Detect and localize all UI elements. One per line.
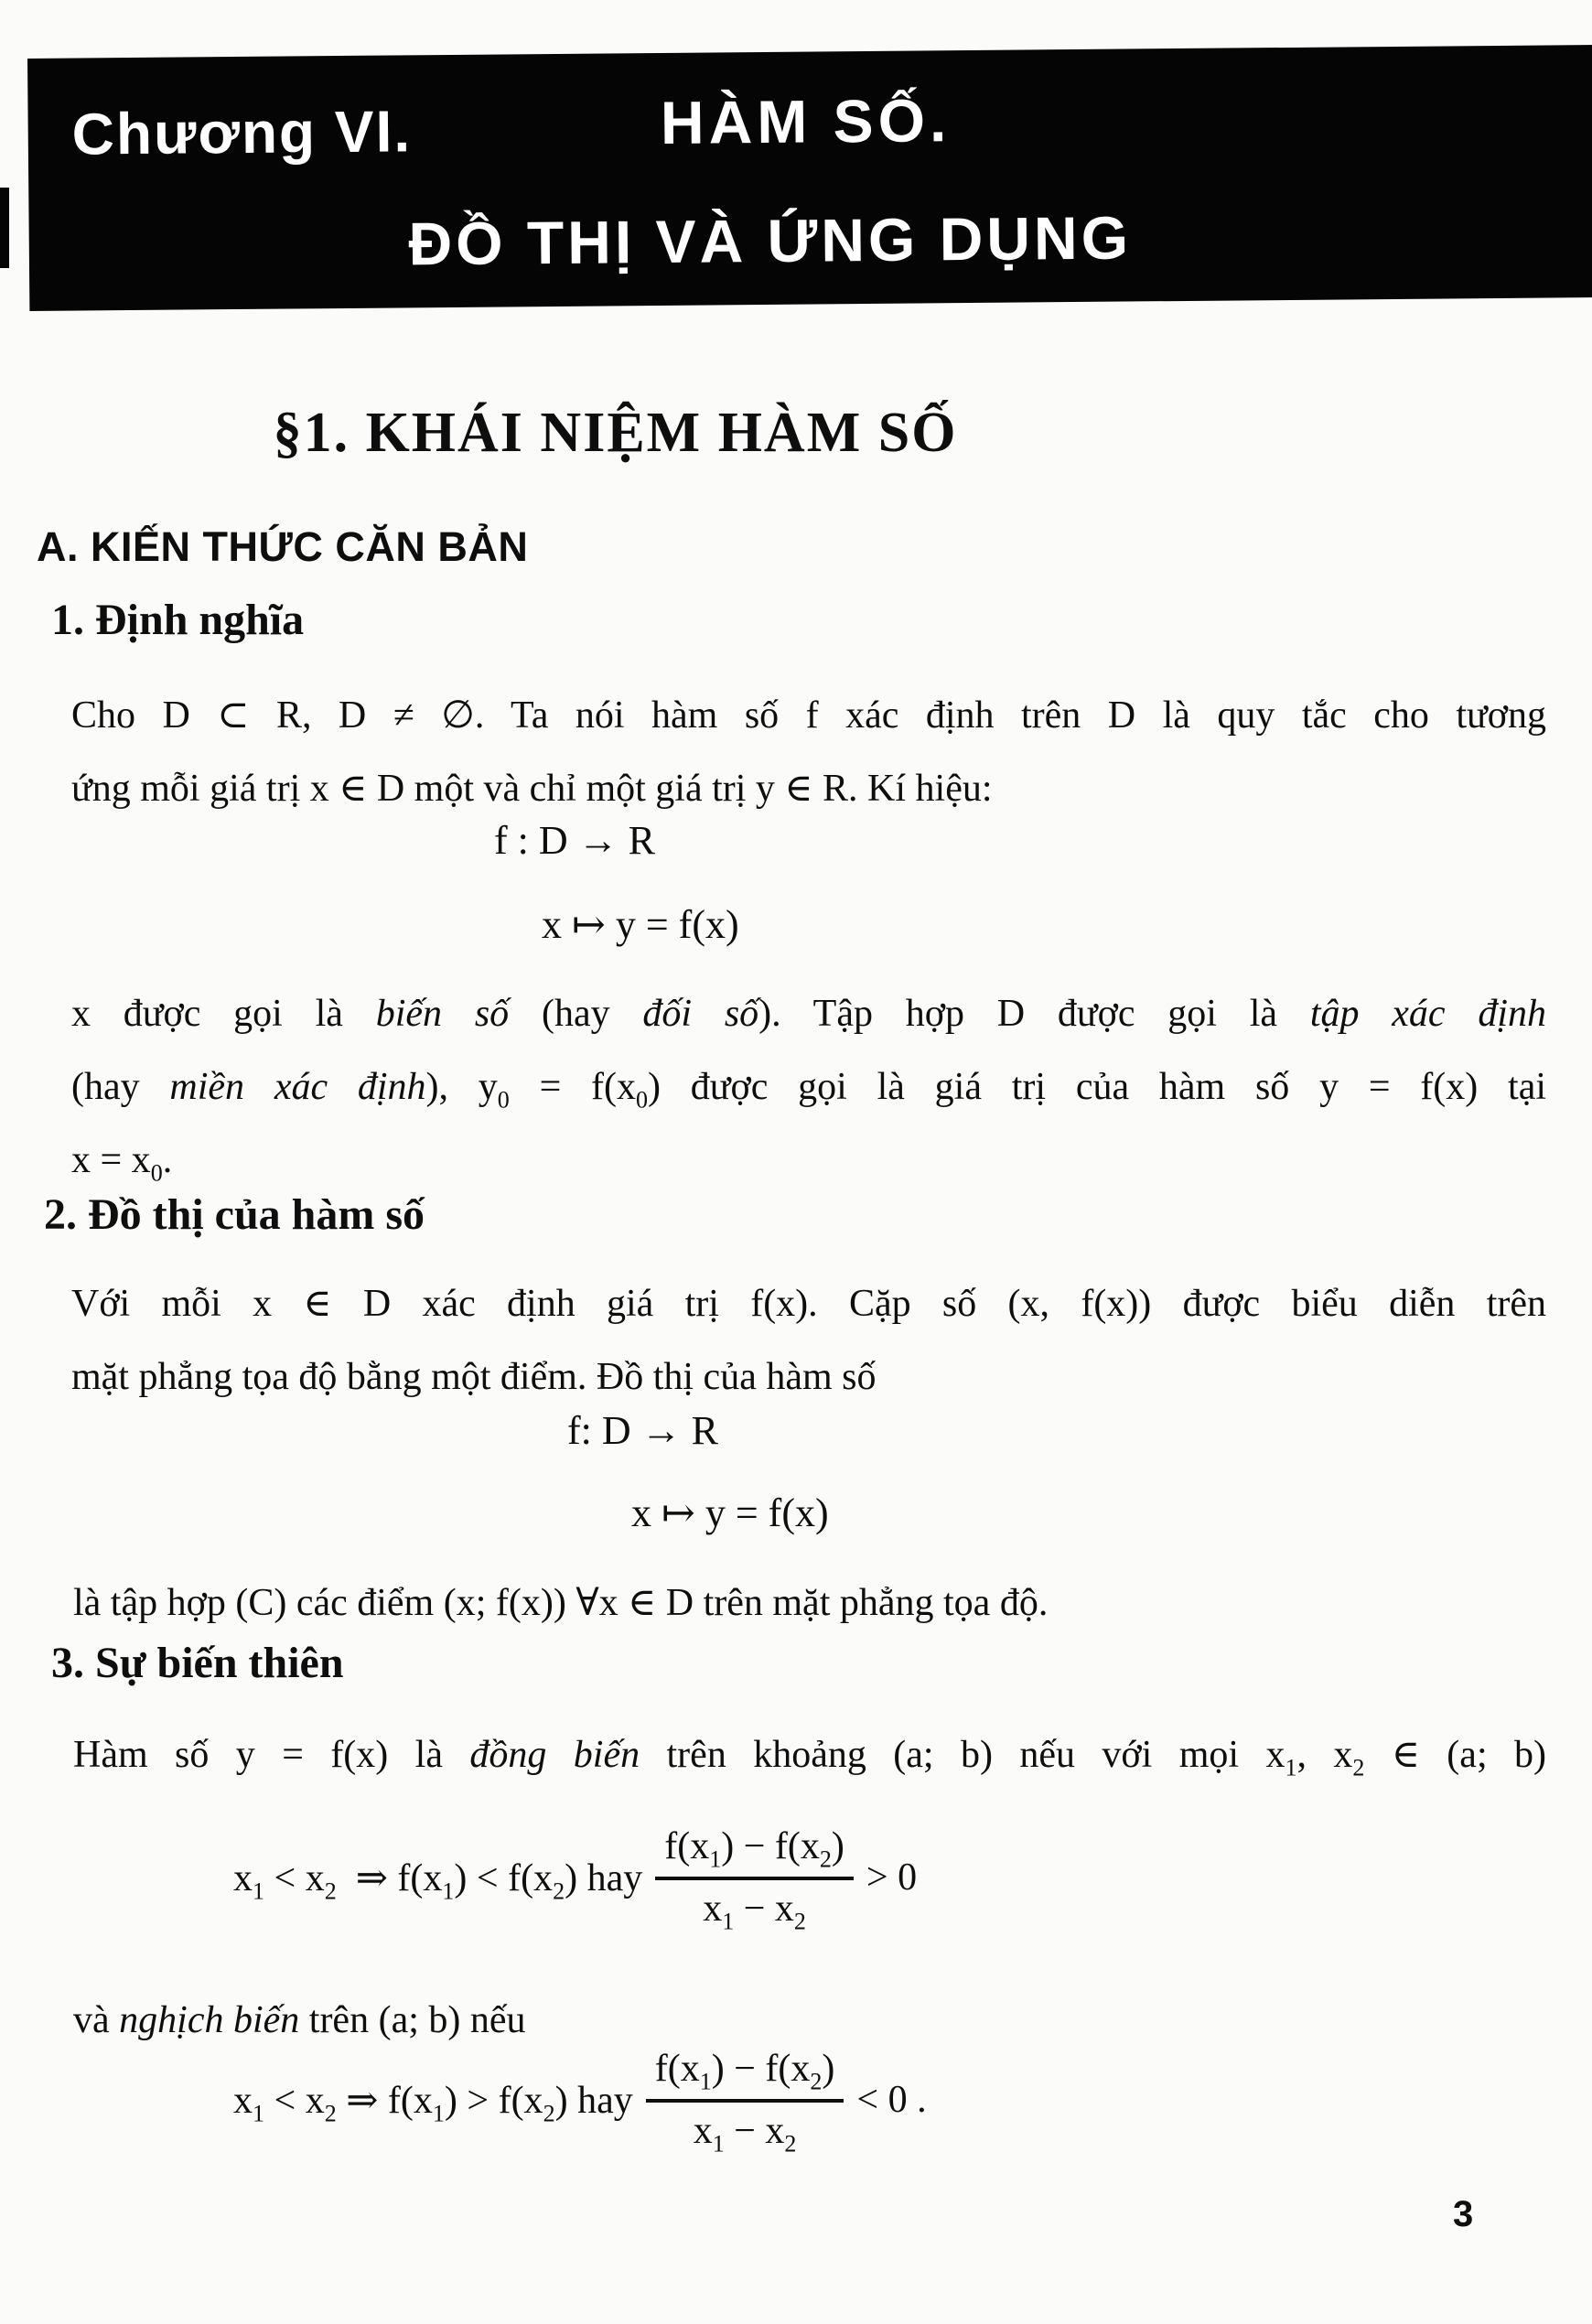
definition-mapping-line-2: x ↦ y = f(x)	[542, 902, 739, 947]
banner-title-line2: ĐỒ THỊ VÀ ỨNG DỤNG	[408, 203, 1133, 278]
graph-intro-paragraph	[71, 1267, 1546, 1414]
decreasing-fraction-denominator: $x_1 - x_2$	[693, 2110, 797, 2157]
graph-set-paragraph	[73, 1566, 1548, 1640]
definition-naming-line-1: x được gọi là biến số (hay đối số). Tập hợp D được gọi là tập xác định	[71, 993, 1546, 1035]
definition-intro-paragraph	[71, 679, 1546, 825]
page-number: 3	[1453, 2194, 1474, 2234]
heading-graph: 2. Đồ thị của hàm số	[44, 1190, 425, 1239]
heading-knowledge: A. KIẾN THỨC CĂN BẢN	[37, 523, 529, 570]
increasing-fraction	[655, 1825, 854, 1935]
scan-artifact	[0, 188, 9, 268]
decreasing-formula-post: < 0 .	[856, 2079, 927, 2122]
definition-naming-paragraph	[71, 977, 1546, 1197]
chapter-label: Chương VI.	[71, 98, 413, 167]
heading-variation: 3. Sự biến thiên	[51, 1639, 344, 1687]
definition-intro-line-2: ứng mỗi giá trị x ∈ D một và chỉ một giá trị y ∈ R. Kí hiệu:	[71, 768, 993, 810]
definition-mapping-line-1: f : D → R	[494, 818, 655, 863]
variation-intro-paragraph	[73, 1718, 1546, 1791]
heading-definition: 1. Định nghĩa	[51, 596, 305, 644]
variation-intro-line: Hàm số y = f(x) là đồng biến trên khoảng (a; b) nếu với mọi $x_1$, $x_2$ ∈ (a; b)	[73, 1734, 1547, 1781]
graph-intro-line-2: mặt phẳng tọa độ bằng một điểm. Đồ thị của hàm số	[71, 1356, 877, 1398]
decreasing-intro-paragraph	[73, 1984, 1546, 2057]
graph-mapping-line-2: x ↦ y = f(x)	[631, 1490, 829, 1535]
increasing-formula-post: > 0	[866, 1856, 918, 1899]
decreasing-intro-line: và nghịch biến trên (a; b) nếu	[73, 1999, 526, 2041]
decreasing-fraction	[646, 2048, 844, 2157]
increasing-formula-pre: $x_1 < x_2$ ⇒ $f(x_1) < f(x_2)$ hay	[233, 1857, 643, 1905]
decreasing-fraction-numerator: $f(x_1) - f(x_2)$	[646, 2048, 844, 2103]
graph-intro-line-1: Với mỗi x ∈ D xác định giá trị f(x). Cặp số (x, f(x)) được biểu diễn trên	[71, 1283, 1546, 1325]
graph-set-line: là tập hợp (C) các điểm (x; f(x)) ∀x ∈ D trên mặt phẳng tọa độ.	[73, 1582, 1049, 1624]
definition-intro-line-1: Cho D ⊂ R, D ≠ ∅. Ta nói hàm số f xác định trên D là quy tắc cho tương	[71, 694, 1546, 737]
section-title: §1. KHÁI NIỆM HÀM SỐ	[273, 402, 958, 464]
graph-mapping-line-1: f: D → R	[567, 1408, 718, 1453]
banner-title-line1: HÀM SỐ.	[660, 86, 952, 156]
banner-row-2	[28, 173, 1592, 296]
definition-naming-line-2: (hay miền xác định), $y_0 = f(x_0)$ được gọi là giá trị của hàm số y = f(x) tại	[71, 1066, 1546, 1114]
increasing-fraction-denominator: $x_1 - x_2$	[703, 1888, 806, 1935]
decreasing-formula	[233, 2048, 927, 2157]
definition-naming-line-3: $x = x_0$.	[71, 1139, 173, 1187]
decreasing-formula-pre: $x_1 < x_2$ ⇒ $f(x_1) > f(x_2)$ hay	[233, 2080, 633, 2127]
increasing-formula	[233, 1825, 918, 1935]
banner-row-1	[27, 45, 1592, 187]
chapter-banner	[27, 45, 1592, 311]
increasing-fraction-numerator: $f(x_1) - f(x_2)$	[655, 1825, 854, 1880]
